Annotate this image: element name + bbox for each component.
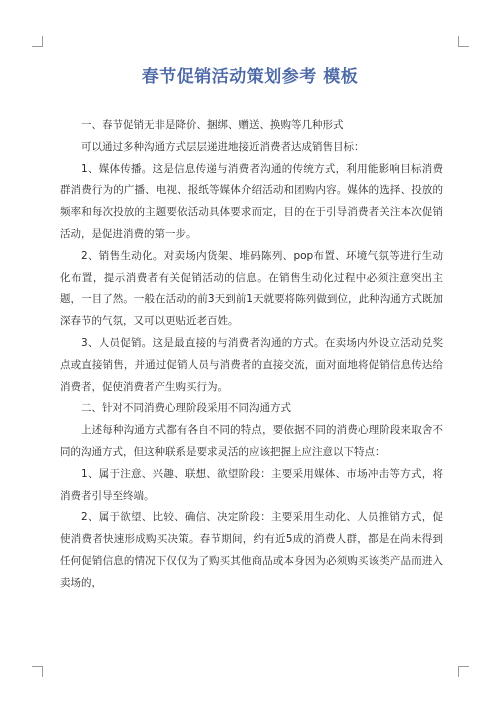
paragraph-overview: 上述每种沟通方式都有各自不同的特点，要依据不同的消费心理阶段来取舍不同的沟通方式，但这种联系是要求灵活的应该把握上应注意以下特点： bbox=[60, 424, 443, 458]
section-heading-1: 一、春节促销无非是降价、捆绑、赠送、换购等几种形式 bbox=[81, 119, 344, 131]
corner-mark-top-left bbox=[32, 36, 43, 47]
document-title: 春节促销活动策划参考 模板 bbox=[141, 67, 359, 87]
paragraph-media: 1、媒体传播。这是信息传递与消费者沟通的传统方式，利用能影响目标消费群消费行为的广播、电视、报纸等媒体介绍活动和团购内容。媒体的选择、投放的频率和每次投放的主题要依活动具体要求而定，目的在于引导消费者关注本次促销活动，是促进消费的第一步。 bbox=[60, 162, 443, 240]
section-heading-2: 二、针对不同消费心理阶段采用不同沟通方式 bbox=[81, 402, 291, 415]
paragraph-intro: 可以通过多种沟通方式层层递进地接近消费者达成销售目标： bbox=[81, 140, 365, 153]
paragraph-merchandising: 2、销售生动化。对卖场内货架、堆码陈列、pop布置、环境气氛等进行生动化布置，提示消费者有关促销活动的信息。在销售生动化过程中必须注意突出主题，一目了然。一般在活动的前3天到前1天就要将陈列做到位，此种沟通方式既加深春节的气氛，又可以更贴近老百姓。 bbox=[60, 249, 443, 328]
document-body bbox=[60, 115, 443, 595]
corner-mark-bottom-right bbox=[458, 666, 469, 677]
paragraph-stage-1: 1、属于注意、兴趣、联想、欲望阶段：主要采用媒体、市场冲击等方式，将消费者引导至终端。 bbox=[60, 467, 443, 502]
paragraph-stage-2: 2、属于欲望、比较、确信、决定阶段：主要采用生动化、人员推销方式，促使消费者快速形成购买决策。春节期间，约有近5成的消费人群，都是在尚未得到任何促销信息的情况下仅仅为了购买其他商品或本身因为必须购买该类产品而进入卖场的， bbox=[60, 511, 443, 589]
corner-mark-bottom-left bbox=[32, 666, 43, 677]
paragraph-personal-selling: 3、人员促销。这是最直接的与消费者沟通的方式。在卖场内外设立活动兑奖点或直接销售，并通过促销人员与消费者的直接交流，面对面地将促销信息传达给消费者，促使消费者产生购买行为。 bbox=[60, 336, 443, 393]
corner-mark-top-right bbox=[458, 36, 469, 47]
